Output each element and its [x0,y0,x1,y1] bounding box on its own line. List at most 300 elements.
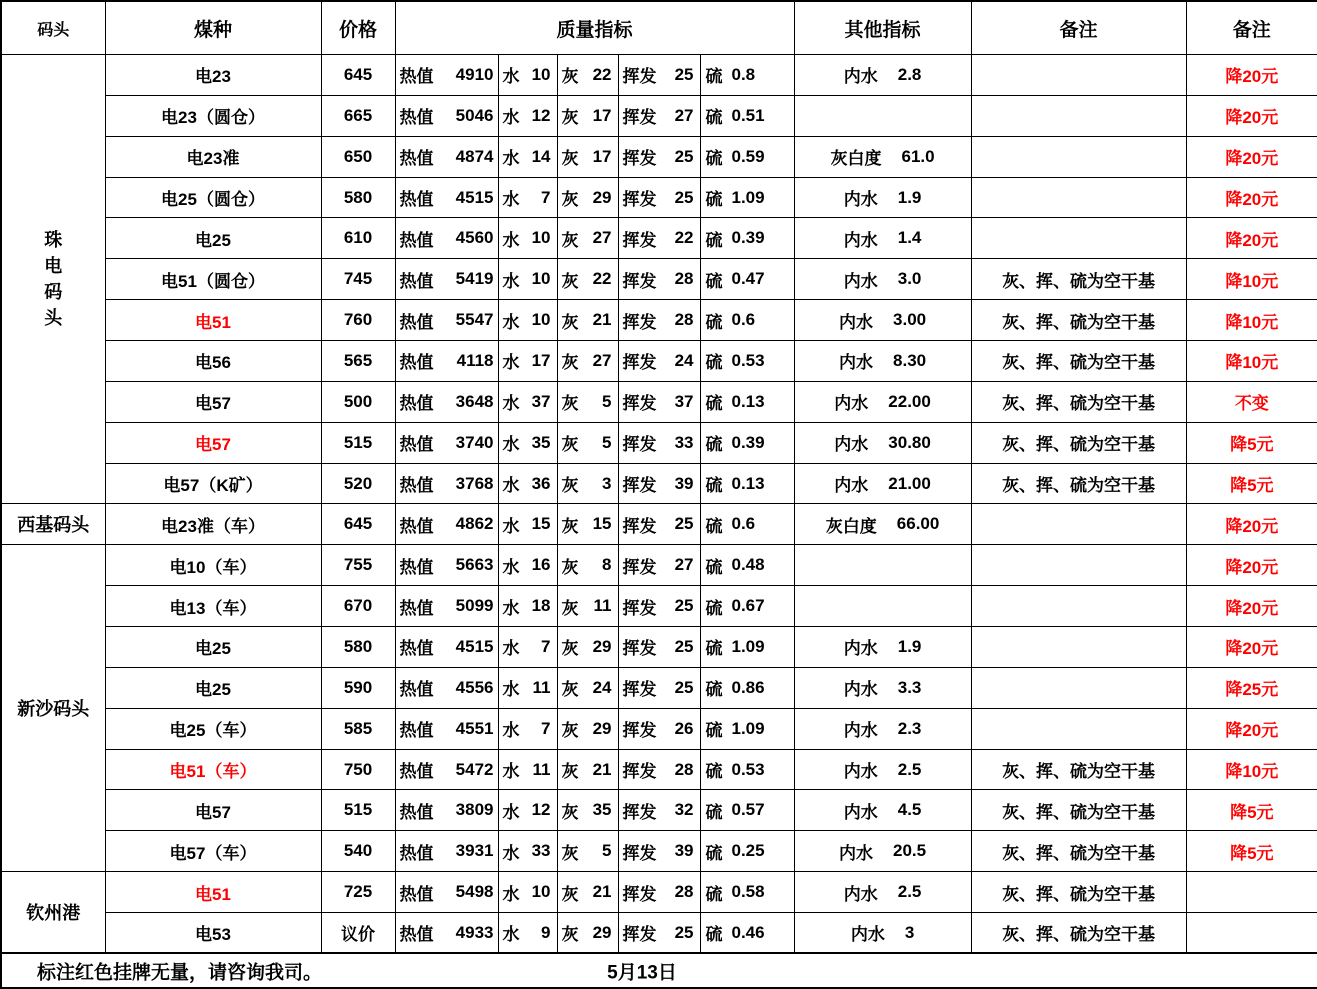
other-indicator-cell [794,504,971,545]
ash-label: 灰 [561,353,579,373]
quality-volatile [619,103,700,128]
water-label: 水 [502,884,520,904]
other-value: 30.80 [888,432,931,452]
quality-volatile-cell [618,831,700,872]
ash-label: 灰 [561,394,579,414]
volatile-value: 33 [674,432,694,452]
heat-label: 热值 [399,843,434,863]
water-label: 水 [502,516,520,536]
sulfur-value: 0.53 [731,759,765,779]
ash-value: 21 [592,310,612,330]
table-row [1,422,1317,463]
heat-value: 5472 [455,759,494,779]
quality-water [499,471,557,496]
quality-ash-cell [557,177,618,218]
volatile-label: 挥发 [622,762,657,782]
volatile-label: 挥发 [622,598,657,618]
note2-cell [1186,872,1317,913]
price-cell: 750 [321,749,395,790]
dock-name: 西基码头 [17,515,90,536]
ash-label: 灰 [561,557,579,577]
quality-water [499,594,557,619]
sulfur-label: 硫 [705,557,723,577]
note-cell: 灰、挥、硫为空干基 [971,259,1186,300]
quality-heat [396,798,498,823]
quality-ash [558,389,618,414]
ash-value: 24 [592,677,612,697]
water-value: 7 [541,636,551,656]
sulfur-label: 硫 [705,149,723,169]
quality-ash [558,594,618,619]
water-value: 33 [531,841,551,861]
quality-sulfur [701,675,794,700]
quality-water [499,348,557,373]
coal-type-cell: 电57 [105,381,321,422]
other-value: 2.3 [897,718,922,738]
quality-water [499,880,557,905]
volatile-value: 25 [674,677,694,697]
table-row [1,55,1317,96]
water-label: 水 [502,67,520,87]
dock-cell [1,545,105,872]
quality-volatile [619,348,700,373]
heat-value: 5099 [455,596,494,616]
header-note: 备注 [971,1,1186,55]
sulfur-value: 1.09 [731,636,765,656]
quality-ash [558,308,618,333]
quality-volatile [619,594,700,619]
quality-heat [396,839,498,864]
footer-date: 5月13日 [607,962,677,984]
volatile-value: 25 [674,514,694,534]
other-indicator-cell [794,586,971,627]
quality-sulfur [701,308,794,333]
quality-sulfur-cell [700,627,794,668]
other-indicator [795,471,971,496]
quality-ash-cell [557,463,618,504]
dock-cell [1,872,105,954]
water-label: 水 [502,639,520,659]
sulfur-label: 硫 [705,190,723,209]
quality-volatile [619,62,700,87]
heat-value: 4118 [456,350,494,370]
quality-sulfur [701,226,794,251]
water-value: 11 [532,677,551,697]
quality-volatile-cell [618,627,700,668]
volatile-value: 27 [674,105,694,125]
ash-label: 灰 [561,312,579,332]
header-dock: 码头 [1,1,105,55]
table-row [1,545,1317,586]
quality-heat [396,226,498,251]
coal-type-cell: 电25 [105,218,321,259]
header-coal: 煤种 [105,1,321,55]
table-row [1,504,1317,545]
other-value: 66.00 [896,514,940,534]
volatile-label: 挥发 [622,394,657,414]
quality-heat [396,716,498,741]
note2-cell: 降10元 [1186,259,1317,300]
volatile-label: 挥发 [622,843,657,863]
ash-value: 22 [592,269,612,289]
quality-ash [558,634,618,659]
quality-ash-cell [557,218,618,259]
other-value: 61.0 [901,146,935,166]
sulfur-label: 硫 [705,802,723,822]
quality-heat [396,675,498,700]
quality-volatile [619,920,700,945]
quality-ash [558,144,618,169]
other-indicator-cell [794,627,971,668]
water-label: 水 [502,598,520,618]
table-row [1,300,1317,341]
other-indicator [795,839,971,864]
price-cell: 520 [321,463,395,504]
price-cell: 515 [321,790,395,831]
quality-heat-cell [395,627,498,668]
other-value: 22.00 [888,391,931,411]
quality-water-cell [498,341,557,382]
other-indicator-cell [794,177,971,218]
quality-volatile [619,144,700,169]
other-indicator [795,798,971,823]
quality-water [499,920,557,945]
sulfur-label: 硫 [705,67,723,87]
quality-ash-cell [557,545,618,586]
table-row [1,259,1317,300]
water-label: 水 [502,108,520,128]
other-indicator [795,512,971,537]
heat-value: 5419 [455,269,494,289]
note2-cell: 降10元 [1186,300,1317,341]
quality-sulfur [701,512,794,537]
heat-value: 3809 [455,800,494,820]
coal-type-cell: 电25 [105,627,321,668]
quality-ash-cell [557,586,618,627]
water-label: 水 [502,680,520,700]
price-cell: 500 [321,381,395,422]
heat-label: 热值 [399,353,434,373]
note-cell: 灰、挥、硫为空干基 [971,341,1186,382]
note2-cell: 降5元 [1186,422,1317,463]
sulfur-label: 硫 [705,639,723,659]
ash-value: 17 [592,105,612,125]
quality-water [499,553,557,578]
quality-water-cell [498,136,557,177]
sulfur-label: 硫 [705,598,723,618]
heat-label: 热值 [399,680,434,700]
quality-water-cell [498,749,557,790]
ash-label: 灰 [561,190,579,209]
quality-heat [396,757,498,782]
volatile-value: 27 [674,555,694,575]
ash-value: 29 [592,636,612,656]
quality-ash-cell [557,381,618,422]
quality-heat-cell [395,463,498,504]
price-cell: 760 [321,300,395,341]
heat-value: 5547 [455,310,494,330]
coal-type-cell: 电23准（车） [105,504,321,545]
quality-ash [558,471,618,496]
note2-cell: 降20元 [1186,708,1317,749]
other-indicator [795,920,971,945]
other-indicator-cell [794,300,971,341]
quality-ash-cell [557,667,618,708]
note-cell [971,586,1186,627]
volatile-value: 25 [674,146,694,166]
sulfur-label: 硫 [705,721,723,741]
quality-sulfur-cell [700,177,794,218]
ash-label: 灰 [561,271,579,291]
heat-label: 热值 [399,598,434,618]
ash-label: 灰 [561,67,579,87]
water-label: 水 [502,190,520,209]
quality-sulfur [701,62,794,87]
other-label: 内水 [834,435,869,455]
quality-volatile-cell [618,504,700,545]
sulfur-label: 硫 [705,762,723,782]
ash-value: 21 [592,882,612,902]
quality-ash [558,185,618,210]
note2-cell: 降20元 [1186,55,1317,96]
other-indicator [795,716,971,741]
volatile-value: 39 [674,473,694,493]
water-value: 11 [532,759,551,779]
other-label: 内水 [839,312,874,332]
other-indicator [795,389,971,414]
note-cell: 灰、挥、硫为空干基 [971,749,1186,790]
quality-heat-cell [395,708,498,749]
sulfur-label: 硫 [705,925,723,945]
quality-sulfur-cell [700,790,794,831]
volatile-label: 挥发 [622,802,657,822]
note-cell: 灰、挥、硫为空干基 [971,381,1186,422]
quality-heat [396,634,498,659]
ash-value: 11 [593,596,612,616]
other-label: 内水 [843,884,878,904]
volatile-label: 挥发 [622,476,657,496]
quality-sulfur-cell [700,504,794,545]
heat-value: 5663 [455,555,494,575]
note2-cell: 降20元 [1186,136,1317,177]
quality-volatile-cell [618,218,700,259]
quality-volatile [619,185,700,210]
note-cell [971,177,1186,218]
other-indicator-cell [794,749,971,790]
volatile-label: 挥发 [622,312,657,332]
quality-volatile [619,798,700,823]
quality-water-cell [498,504,557,545]
other-label: 内水 [843,271,878,291]
volatile-label: 挥发 [622,925,657,945]
quality-volatile [619,226,700,251]
note-cell: 灰、挥、硫为空干基 [971,422,1186,463]
water-label: 水 [502,435,520,455]
ash-label: 灰 [561,149,579,169]
other-label: 内水 [843,190,878,209]
sulfur-value: 0.13 [731,391,765,411]
heat-value: 5498 [455,882,494,902]
heat-label: 热值 [399,802,434,822]
quality-heat [396,185,498,210]
price-cell: 650 [321,136,395,177]
quality-volatile-cell [618,545,700,586]
volatile-label: 挥发 [622,516,657,536]
quality-water [499,839,557,864]
other-indicator [795,267,971,292]
water-label: 水 [502,802,520,822]
quality-heat [396,308,498,333]
heat-label: 热值 [399,67,434,87]
ash-label: 灰 [561,639,579,659]
quality-water [499,512,557,537]
quality-ash [558,430,618,455]
volatile-label: 挥发 [622,680,657,700]
other-label: 内水 [843,67,878,87]
other-label: 灰白度 [825,516,877,536]
quality-ash [558,757,618,782]
quality-water-cell [498,667,557,708]
note-cell: 灰、挥、硫为空干基 [971,831,1186,872]
coal-type-cell: 电51 [105,872,321,913]
other-value: 1.4 [897,228,922,248]
ash-value: 22 [592,64,612,84]
price-cell: 645 [321,504,395,545]
volatile-label: 挥发 [622,271,657,291]
note2-cell [1186,913,1317,954]
note-cell [971,136,1186,177]
heat-label: 热值 [399,925,434,945]
water-value: 37 [531,391,551,411]
note-cell [971,95,1186,136]
volatile-value: 26 [674,718,694,738]
other-value: 20.5 [893,841,927,861]
heat-value: 4556 [455,677,494,697]
water-label: 水 [502,394,520,414]
note2-cell: 降25元 [1186,667,1317,708]
ash-label: 灰 [561,843,579,863]
quality-volatile-cell [618,95,700,136]
note-cell [971,545,1186,586]
quality-volatile-cell [618,463,700,504]
quality-ash [558,348,618,373]
quality-volatile-cell [618,341,700,382]
table-row [1,136,1317,177]
quality-sulfur-cell [700,136,794,177]
quality-water [499,185,557,210]
coal-type-cell: 电56 [105,341,321,382]
other-label: 内水 [834,394,869,414]
table-row [1,95,1317,136]
quality-heat [396,512,498,537]
quality-water-cell [498,259,557,300]
quality-water [499,226,557,251]
quality-volatile [619,389,700,414]
quality-sulfur [701,839,794,864]
volatile-label: 挥发 [622,108,657,128]
heat-value: 5046 [455,105,494,125]
table-row [1,667,1317,708]
other-label: 内水 [834,476,869,496]
quality-sulfur-cell [700,749,794,790]
other-indicator [795,185,971,210]
sulfur-value: 0.25 [731,841,765,861]
ash-value: 27 [592,350,612,370]
quality-water [499,267,557,292]
quality-heat-cell [395,749,498,790]
price-cell: 745 [321,259,395,300]
quality-volatile-cell [618,300,700,341]
ash-value: 17 [592,146,612,166]
sulfur-label: 硫 [705,476,723,496]
quality-heat-cell [395,913,498,954]
quality-ash-cell [557,627,618,668]
heat-value: 4910 [455,64,494,84]
quality-water-cell [498,218,557,259]
ash-value: 8 [602,555,612,575]
other-indicator-cell [794,872,971,913]
other-label: 内水 [843,680,878,700]
quality-ash-cell [557,504,618,545]
volatile-value: 37 [674,391,694,411]
dock-name: 珠电码头 [44,230,63,329]
quality-volatile [619,675,700,700]
sulfur-value: 0.53 [731,350,765,370]
other-value: 21.00 [888,473,931,493]
sulfur-value: 0.6 [731,310,756,330]
other-indicator [795,880,971,905]
heat-value: 3768 [455,473,494,493]
table-row [1,790,1317,831]
price-cell: 565 [321,341,395,382]
other-indicator [795,430,971,455]
note2-cell: 降20元 [1186,545,1317,586]
quality-sulfur-cell [700,422,794,463]
quality-water-cell [498,708,557,749]
quality-water-cell [498,586,557,627]
quality-heat-cell [395,95,498,136]
price-cell: 540 [321,831,395,872]
note2-cell: 降5元 [1186,463,1317,504]
water-label: 水 [502,476,520,496]
water-value: 12 [531,105,551,125]
note2-cell: 降20元 [1186,504,1317,545]
volatile-value: 24 [674,350,694,370]
quality-water [499,62,557,87]
table-row [1,831,1317,872]
other-label: 灰白度 [830,149,882,169]
quality-sulfur-cell [700,55,794,96]
quality-water [499,308,557,333]
quality-water-cell [498,381,557,422]
sulfur-label: 硫 [705,108,723,128]
water-value: 16 [531,555,551,575]
quality-ash-cell [557,831,618,872]
heat-value: 4551 [455,718,494,738]
other-indicator [795,348,971,373]
heat-label: 热值 [399,762,434,782]
quality-ash-cell [557,300,618,341]
quality-sulfur-cell [700,913,794,954]
quality-heat-cell [395,55,498,96]
footer-cell [1,953,1317,988]
water-value: 10 [531,228,551,248]
quality-ash-cell [557,55,618,96]
other-indicator-cell [794,667,971,708]
quality-volatile [619,471,700,496]
volatile-label: 挥发 [622,353,657,373]
volatile-label: 挥发 [622,884,657,904]
